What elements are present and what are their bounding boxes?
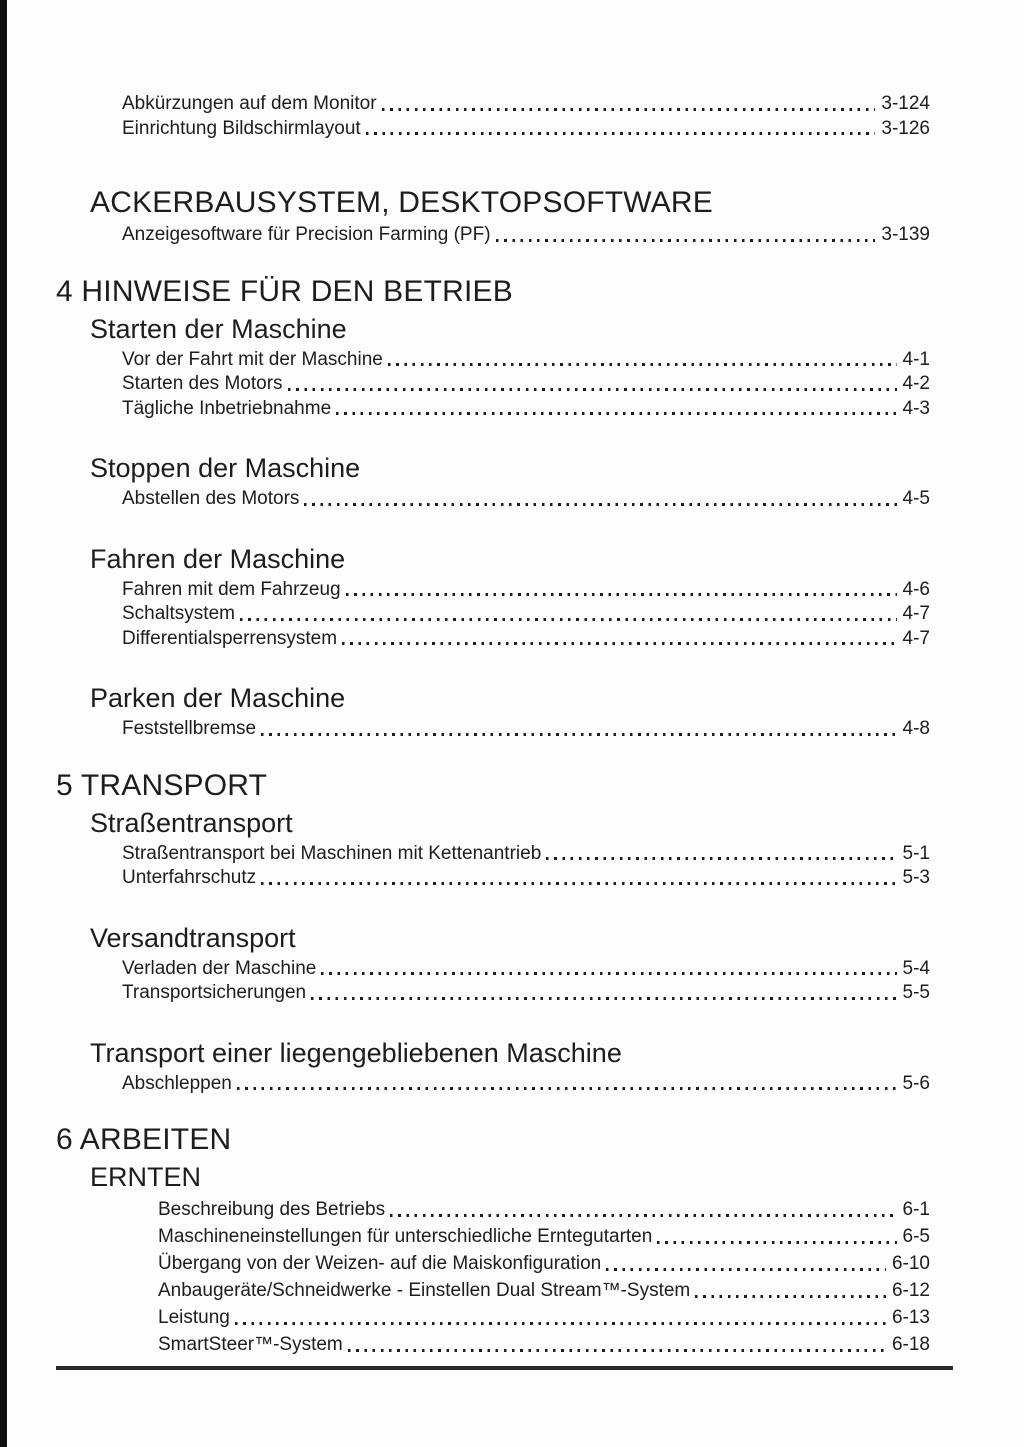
toc-entry <box>122 578 930 603</box>
toc-entry-page: 4-7 <box>902 603 930 624</box>
dot-leader <box>336 412 896 415</box>
toc-entry-title: Maschineneinstellungen für unterschiedliche Erntegutarten <box>158 1226 653 1247</box>
toc-entry <box>122 487 930 512</box>
toc-entry-title: Straßentransport bei Maschinen mit Kettenantrieb <box>122 842 542 864</box>
toc-entry-title: Unterfahrschutz <box>122 867 257 888</box>
dot-leader <box>388 363 897 366</box>
section-heading: Parken der Maschine <box>90 683 346 713</box>
toc-entry <box>122 602 930 627</box>
toc-entry-title: Vor der Fahrt mit der Maschine <box>122 348 383 370</box>
section-heading: ERNTEN <box>90 1162 202 1192</box>
dot-leader <box>695 1295 886 1298</box>
toc-entry-page: 6-10 <box>891 1253 930 1274</box>
toc-entry-title: Tägliche Inbetriebnahme <box>122 397 332 419</box>
toc-entry <box>122 981 930 1006</box>
toc-entry <box>158 1331 930 1358</box>
dot-leader <box>237 1087 897 1090</box>
dot-leader <box>657 1241 896 1244</box>
toc-entry <box>158 1196 930 1223</box>
toc-entry-title: Anbaugeräte/Schneidwerke - Einstellen Dual Stream™-System <box>158 1280 691 1301</box>
toc-entry-page: 4-1 <box>902 348 930 370</box>
toc-entry-page: 6-1 <box>902 1199 930 1220</box>
dot-leader <box>390 1214 896 1217</box>
toc-entry-page: 4-3 <box>902 397 930 419</box>
dot-leader <box>496 239 876 242</box>
toc-entry <box>122 866 930 891</box>
dot-leader <box>348 1349 886 1352</box>
section-heading: Transport einer liegengebliebenen Maschine <box>90 1037 622 1068</box>
dot-leader <box>606 1268 886 1271</box>
toc-entry-title: Schaltsystem <box>122 603 235 624</box>
toc-entry-title: Differentialsperrensystem <box>122 627 338 649</box>
toc-entry-title: Transportsicherungen <box>122 982 307 1003</box>
section-heading: Starten der Maschine <box>90 313 347 344</box>
toc-entry-title: Fahren mit dem Fahrzeug <box>122 578 341 600</box>
toc-entry-page: 6-12 <box>891 1280 930 1301</box>
toc-entry-page: 3-126 <box>881 117 930 139</box>
toc-entry <box>122 92 930 117</box>
toc-entry <box>122 627 930 652</box>
dot-leader <box>321 972 896 975</box>
section-heading: Stoppen der Maschine <box>90 453 361 483</box>
toc-entry <box>122 842 930 867</box>
toc-entry <box>122 223 930 248</box>
toc-entry-page: 5-6 <box>902 1072 930 1094</box>
toc-entry-page: 5-3 <box>902 867 930 888</box>
dot-leader <box>288 388 897 391</box>
toc-entry-title: Abstellen des Motors <box>122 488 300 509</box>
toc-entry-page: 6-13 <box>891 1307 930 1328</box>
dot-leader <box>346 593 897 596</box>
toc-entry <box>158 1223 930 1250</box>
dot-leader <box>546 857 896 860</box>
dot-leader <box>235 1322 886 1325</box>
toc-entry <box>122 117 930 142</box>
chapter-heading: 4 HINWEISE FÜR DEN BETRIEB <box>56 274 513 308</box>
toc-entry-page: 4-6 <box>902 578 930 600</box>
dot-leader <box>240 618 897 621</box>
toc-entry-title: Abschleppen <box>122 1072 232 1094</box>
dot-leader <box>311 997 896 1000</box>
dot-leader <box>304 503 896 506</box>
toc-entry <box>158 1304 930 1331</box>
toc-entry-title: SmartSteer™-System <box>158 1334 343 1355</box>
toc-entry-page: 5-1 <box>902 842 930 864</box>
toc-entry <box>122 1072 930 1097</box>
toc-entry-title: Anzeigesoftware für Precision Farming (PF) <box>122 224 491 245</box>
chapter-heading: 6 ARBEITEN <box>56 1123 232 1156</box>
toc-entry <box>158 1277 930 1304</box>
dot-leader <box>366 132 876 135</box>
toc-entry <box>122 957 930 982</box>
toc-entry-page: 4-2 <box>902 373 930 394</box>
toc-entry-title: Starten des Motors <box>122 373 283 394</box>
toc-entry-page: 3-139 <box>881 224 930 245</box>
toc-entry <box>122 348 930 373</box>
toc-entry-title: Einrichtung Bildschirmlayout <box>122 117 361 139</box>
section-heading-caps: ACKERBAUSYSTEM, DESKTOPSOFTWARE <box>90 186 713 219</box>
toc-entry <box>122 397 930 422</box>
section-heading: Straßentransport <box>90 807 293 838</box>
toc-entry-title: Beschreibung des Betriebs <box>158 1199 386 1220</box>
toc-entry-page: 3-124 <box>881 93 930 114</box>
dot-leader <box>382 108 876 111</box>
toc-entry-title: Abkürzungen auf dem Monitor <box>122 93 377 114</box>
toc-entry <box>122 372 930 397</box>
toc-entry <box>122 717 930 742</box>
toc-entry-page: 5-5 <box>902 982 930 1003</box>
dot-leader <box>261 882 896 885</box>
section-heading: Fahren der Maschine <box>90 543 346 574</box>
chapter-heading: 5 TRANSPORT <box>56 768 268 802</box>
dot-leader <box>261 733 896 736</box>
toc-entry-title: Übergang von der Weizen- auf die Maiskonfiguration <box>158 1253 602 1274</box>
toc-entry <box>158 1250 930 1277</box>
toc-entry-title: Verladen der Maschine <box>122 957 317 979</box>
toc-entry-page: 4-5 <box>902 488 930 509</box>
toc-entry-page: 4-7 <box>902 627 930 649</box>
section-heading: Versandtransport <box>90 922 296 953</box>
dot-leader <box>342 642 896 645</box>
toc-entry-page: 5-4 <box>902 957 930 979</box>
footer-rule <box>56 1366 953 1370</box>
scan-edge-artifact <box>0 0 7 1447</box>
toc-entry-title: Feststellbremse <box>122 718 257 739</box>
toc-entry-page: 6-18 <box>891 1334 930 1355</box>
toc-entry-title: Leistung <box>158 1307 230 1328</box>
toc-entry-page: 6-5 <box>902 1226 930 1247</box>
toc-entry-page: 4-8 <box>902 718 930 739</box>
